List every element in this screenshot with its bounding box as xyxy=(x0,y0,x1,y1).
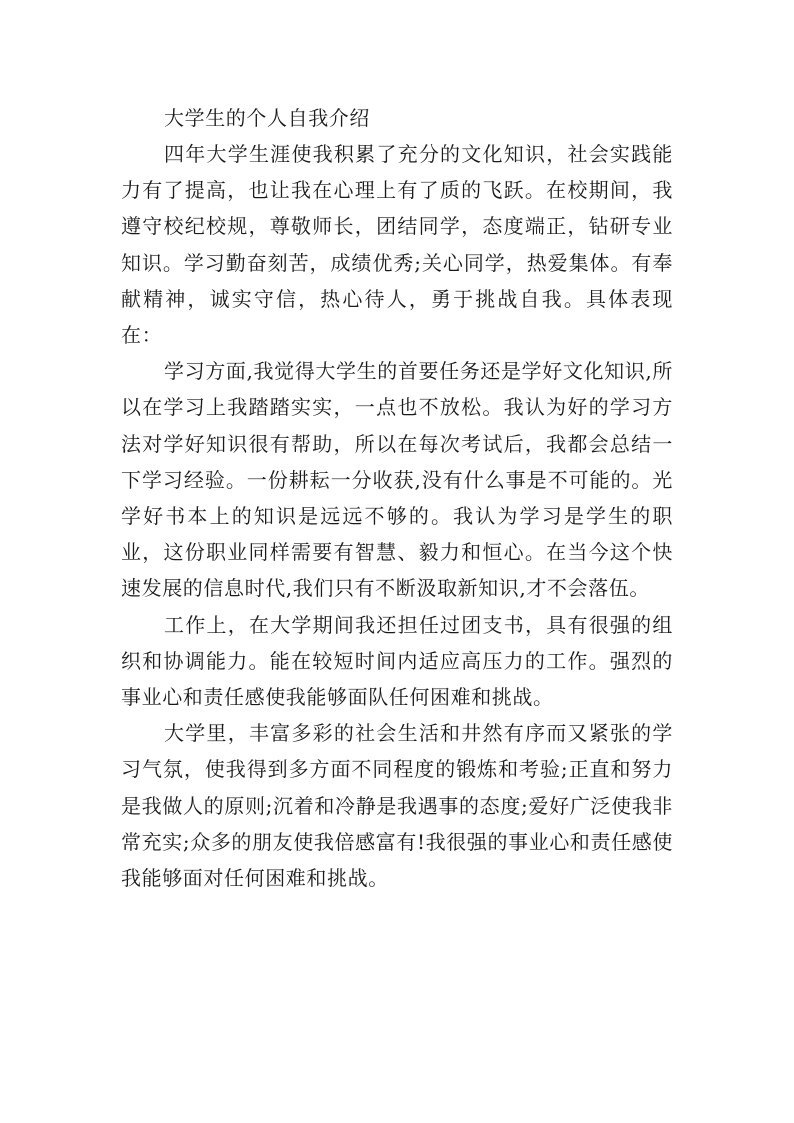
document-body xyxy=(121,100,673,896)
paragraph-college-life: 大学里，丰富多彩的社会生活和井然有序而又紧张的学习气氛，使我得到多方面不同程度的锻炼和考验;正直和努力是我做人的原则;沉着和冷静是我遇事的态度;爱好广泛使我非常充实;众多的朋友使我倍感富有!我很强的事业心和责任感使我能够面对任何困难和挑战。 xyxy=(121,721,673,891)
paragraph-overview: 四年大学生涯使我积累了充分的文化知识，社会实践能力有了提高，也让我在心理上有了质的飞跃。在校期间，我遵守校纪校规，尊敬师长，团结同学，态度端正，钻研专业知识。学习勤奋刻苦，成绩优秀;关心同学，热爱集体。有奉献精神，诚实守信，热心待人，勇于挑战自我。具体表现在： xyxy=(121,142,673,348)
document-title: 大学生的个人自我介绍 xyxy=(164,106,370,130)
paragraph-study: 学习方面,我觉得大学生的首要任务还是学好文化知识,所以在学习上我踏踏实实，一点也不放松。我认为好的学习方法对学好知识很有帮助，所以在每次考试后，我都会总结一下学习经验。一份耕耘一分收获,没有什么事是不可能的。光学好书本上的知识是远远不够的。我认为学习是学生的职业，这份职业同样需要有智慧、毅力和恒心。在当今这个快速发展的信息时代,我们只有不断汲取新知识,才不会落伍。 xyxy=(121,359,673,601)
paragraph-work: 工作上，在大学期间我还担任过团支书，具有很强的组织和协调能力。能在较短时间内适应高压力的工作。强烈的事业心和责任感使我能够面队任何困难和挑战。 xyxy=(121,612,673,710)
